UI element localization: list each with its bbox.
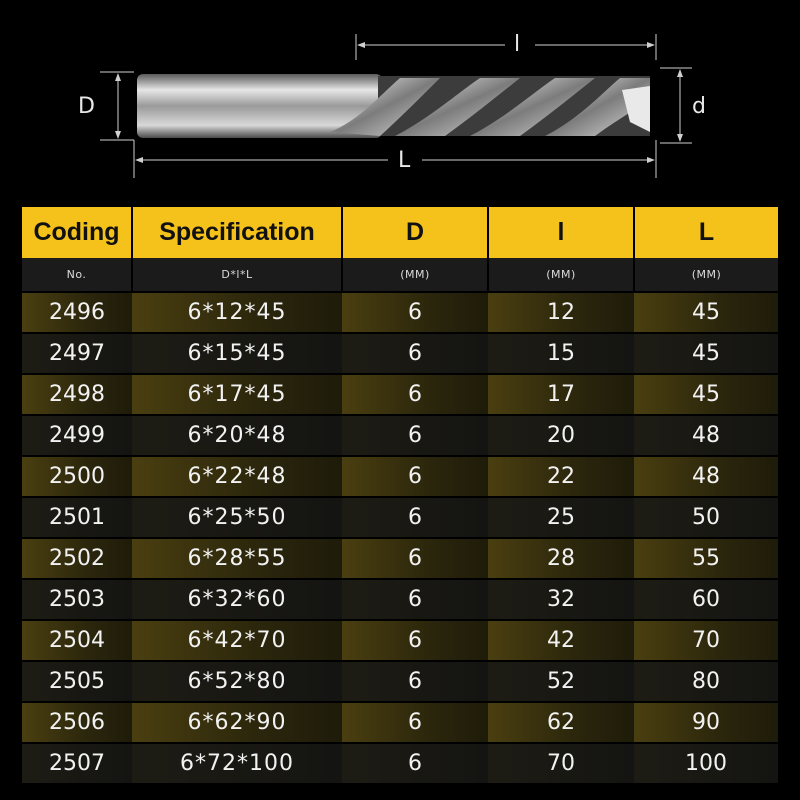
cell-flute-length: 62 [488, 702, 634, 743]
cell-shank-diameter: 6 [342, 620, 488, 661]
header-coding: Coding [22, 207, 132, 258]
tool-flutes [330, 76, 650, 136]
table-subheader-row [22, 258, 778, 292]
cell-coding: 2504 [22, 620, 132, 661]
cell-flute-length: 20 [488, 415, 634, 456]
cell-coding: 2499 [22, 415, 132, 456]
cell-flute-length: 25 [488, 497, 634, 538]
subheader-unit: (MM) [634, 258, 778, 292]
cell-shank-diameter: 6 [342, 579, 488, 620]
cell-shank-diameter: 6 [342, 702, 488, 743]
cell-specification: 6*62*90 [132, 702, 342, 743]
cell-specification: 6*32*60 [132, 579, 342, 620]
cell-specification: 6*20*48 [132, 415, 342, 456]
cell-flute-length: 12 [488, 292, 634, 333]
cell-overall-length: 55 [634, 538, 778, 579]
header-flute-length: l [488, 207, 634, 258]
cell-flute-length: 22 [488, 456, 634, 497]
header-shank-diameter: D [342, 207, 488, 258]
cell-overall-length: 45 [634, 292, 778, 333]
cell-specification: 6*15*45 [132, 333, 342, 374]
cell-shank-diameter: 6 [342, 538, 488, 579]
cell-coding: 2503 [22, 579, 132, 620]
cell-coding: 2501 [22, 497, 132, 538]
specification-table [22, 207, 778, 783]
table-row [22, 333, 778, 374]
cell-overall-length: 80 [634, 661, 778, 702]
cell-shank-diameter: 6 [342, 497, 488, 538]
dimension-label-shank-diameter: D [78, 94, 95, 119]
cell-coding: 2506 [22, 702, 132, 743]
cell-coding: 2496 [22, 292, 132, 333]
table-row [22, 743, 778, 783]
header-overall-length: L [634, 207, 778, 258]
cell-specification: 6*25*50 [132, 497, 342, 538]
cell-overall-length: 70 [634, 620, 778, 661]
cell-coding: 2497 [22, 333, 132, 374]
table-row [22, 456, 778, 497]
table-row [22, 374, 778, 415]
cell-overall-length: 45 [634, 374, 778, 415]
cell-flute-length: 28 [488, 538, 634, 579]
table-row [22, 702, 778, 743]
cell-shank-diameter: 6 [342, 456, 488, 497]
cell-shank-diameter: 6 [342, 415, 488, 456]
dimension-label-flute-length: l [514, 32, 521, 57]
table-row [22, 497, 778, 538]
cell-flute-length: 70 [488, 743, 634, 783]
subheader-format: D*l*L [132, 258, 342, 292]
cell-overall-length: 100 [634, 743, 778, 783]
cell-coding: 2500 [22, 456, 132, 497]
table-row [22, 538, 778, 579]
cell-shank-diameter: 6 [342, 333, 488, 374]
cell-specification: 6*12*45 [132, 292, 342, 333]
cell-shank-diameter: 6 [342, 661, 488, 702]
subheader-unit: (MM) [488, 258, 634, 292]
cell-flute-length: 17 [488, 374, 634, 415]
cell-overall-length: 45 [634, 333, 778, 374]
cell-shank-diameter: 6 [342, 292, 488, 333]
cell-flute-length: 15 [488, 333, 634, 374]
cell-shank-diameter: 6 [342, 743, 488, 783]
tool-dimension-diagram [0, 0, 800, 200]
cell-specification: 6*72*100 [132, 743, 342, 783]
dimension-label-cutting-diameter: d [692, 94, 706, 119]
cell-overall-length: 90 [634, 702, 778, 743]
table-row [22, 415, 778, 456]
table-row [22, 620, 778, 661]
cell-flute-length: 42 [488, 620, 634, 661]
table-row [22, 292, 778, 333]
cell-specification: 6*22*48 [132, 456, 342, 497]
subheader-unit: (MM) [342, 258, 488, 292]
dimension-label-overall-length: L [398, 148, 411, 173]
table-header-row [22, 207, 778, 258]
cell-overall-length: 48 [634, 415, 778, 456]
cell-coding: 2505 [22, 661, 132, 702]
header-specification: Specification [132, 207, 342, 258]
table-row [22, 661, 778, 702]
cell-shank-diameter: 6 [342, 374, 488, 415]
cell-overall-length: 60 [634, 579, 778, 620]
cell-specification: 6*17*45 [132, 374, 342, 415]
cell-flute-length: 32 [488, 579, 634, 620]
cell-coding: 2498 [22, 374, 132, 415]
table-row [22, 579, 778, 620]
cell-overall-length: 50 [634, 497, 778, 538]
cell-overall-length: 48 [634, 456, 778, 497]
cell-coding: 2502 [22, 538, 132, 579]
cell-coding: 2507 [22, 743, 132, 783]
subheader-no: No. [22, 258, 132, 292]
cell-specification: 6*52*80 [132, 661, 342, 702]
cell-specification: 6*28*55 [132, 538, 342, 579]
cell-flute-length: 52 [488, 661, 634, 702]
cell-specification: 6*42*70 [132, 620, 342, 661]
